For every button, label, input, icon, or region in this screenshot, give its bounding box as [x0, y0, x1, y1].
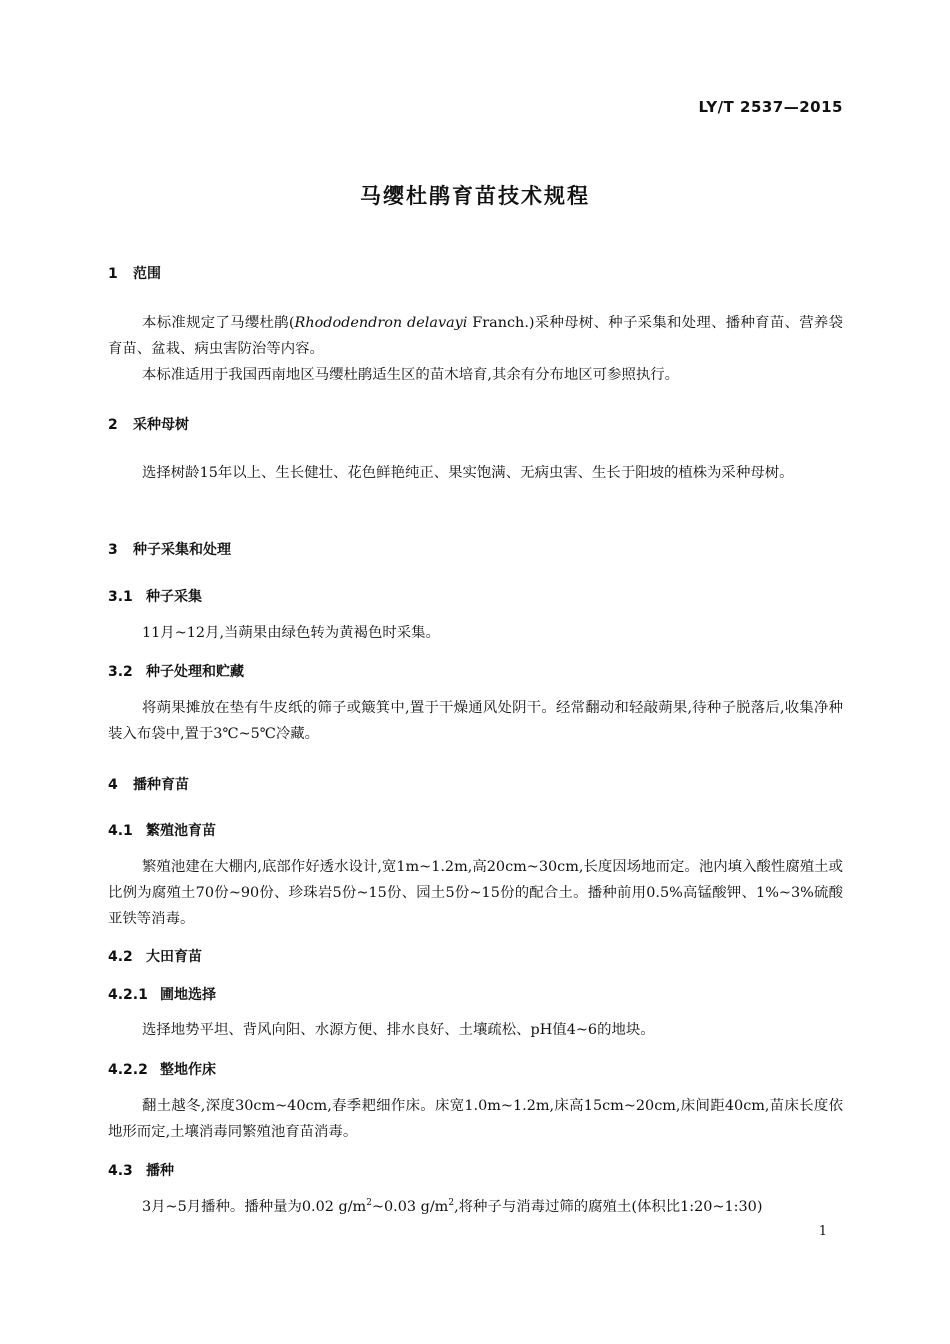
section-4-2-2-heading — [108, 1059, 216, 1079]
section-number: 3.1 — [108, 589, 133, 605]
section-3-2-heading — [108, 661, 244, 681]
section-number: 2 — [108, 417, 118, 433]
section-number: 1 — [108, 266, 118, 282]
section-number: 4.2.2 — [108, 1062, 148, 1078]
section-4-2-2-paragraph: 翻土越冬,深度30cm~40cm,春季耙细作床。床宽1.0m~1.2m,床高15cm~20cm,床间距40cm,苗床长度依地形而定,土壤消毒同繁殖池育苗消毒。 — [108, 1098, 843, 1140]
section-title: 繁殖池育苗 — [146, 823, 216, 839]
section-4-1-paragraph: 繁殖池建在大棚内,底部作好透水设计,宽1m~1.2m,高20cm~30cm,长度因场地而定。池内填入酸性腐殖土或比例为腐殖土70份~90份、珍珠岩5份~15份、园土5份~15份的配合土。播种前用0.5%高锰酸钾、1%~3%硫酸亚铁等消毒。 — [108, 859, 843, 927]
section-title: 整地作床 — [160, 1062, 216, 1078]
section-number: 4 — [108, 777, 118, 793]
section-title: 播种 — [146, 1163, 174, 1179]
section-3-1-paragraph: 11月~12月,当蒴果由绿色转为黄褐色时采集。 — [142, 625, 440, 641]
section-number: 3.2 — [108, 664, 133, 680]
section-title: 采种母树 — [133, 417, 189, 433]
section-4-2-1-heading — [108, 984, 216, 1004]
text-run: 3月~5月播种。播种量为0.02 g/m — [142, 1199, 367, 1215]
section-title: 大田育苗 — [146, 949, 202, 965]
section-4-1-heading — [108, 820, 216, 840]
page-number: 1 — [818, 1224, 827, 1239]
section-4-heading — [108, 774, 189, 794]
section-number: 4.1 — [108, 823, 133, 839]
section-3-heading — [108, 539, 231, 559]
superscript: 2 — [366, 1198, 372, 1209]
section-number: 3 — [108, 542, 118, 558]
text-run: 本标准规定了马缨杜鹃( — [142, 315, 295, 331]
standard-number: LY/T 2537—2015 — [698, 98, 843, 116]
section-title: 种子采集和处理 — [133, 542, 231, 558]
text-run: ~0.03 g/m — [371, 1199, 449, 1215]
superscript: 2 — [448, 1198, 455, 1209]
section-3-2-paragraph: 将蒴果摊放在垫有牛皮纸的筛子或簸箕中,置于干燥通风处阴干。经常翻动和轻敲蒴果,待种子脱落后,收集净种装入布袋中,置于3℃~5℃冷藏。 — [108, 700, 843, 742]
section-2-heading — [108, 414, 189, 434]
section-4-2-1-paragraph: 选择地势平坦、背风向阳、水源方便、排水良好、土壤疏松、pH值4~6的地块。 — [142, 1022, 655, 1038]
section-title: 种子处理和贮藏 — [146, 664, 244, 680]
section-title: 范围 — [133, 266, 161, 282]
text-run: Franch.)采种母树、种子采集和处理、播种育苗、营养袋育苗、盆栽、病虫害防治等内容。 — [108, 315, 843, 357]
section-number: 4.2.1 — [108, 987, 148, 1003]
section-4-3-paragraph — [108, 1194, 843, 1220]
section-title: 播种育苗 — [133, 777, 189, 793]
section-title: 种子采集 — [146, 589, 202, 605]
section-4-3-heading — [108, 1160, 174, 1180]
section-title: 圃地选择 — [160, 987, 216, 1003]
document-title: 马缨杜鹃育苗技术规程 — [360, 184, 590, 208]
latin-name: Rhododendron delavayi — [294, 315, 468, 331]
section-2-paragraph-1: 选择树龄15年以上、生长健壮、花色鲜艳纯正、果实饱满、无病虫害、生长于阳坡的植株为采种母树。 — [142, 465, 794, 481]
section-number: 4.3 — [108, 1163, 133, 1179]
section-number: 4.2 — [108, 949, 133, 965]
section-1-paragraph-1 — [108, 310, 843, 362]
section-3-1-heading — [108, 586, 202, 606]
section-4-2-heading — [108, 946, 202, 966]
text-run: ,将种子与消毒过筛的腐殖土(体积比1:20~1:30) — [454, 1199, 763, 1215]
section-1-paragraph-2: 本标准适用于我国西南地区马缨杜鹃适生区的苗木培育,其余有分布地区可参照执行。 — [142, 367, 680, 383]
section-1-heading — [108, 263, 161, 283]
